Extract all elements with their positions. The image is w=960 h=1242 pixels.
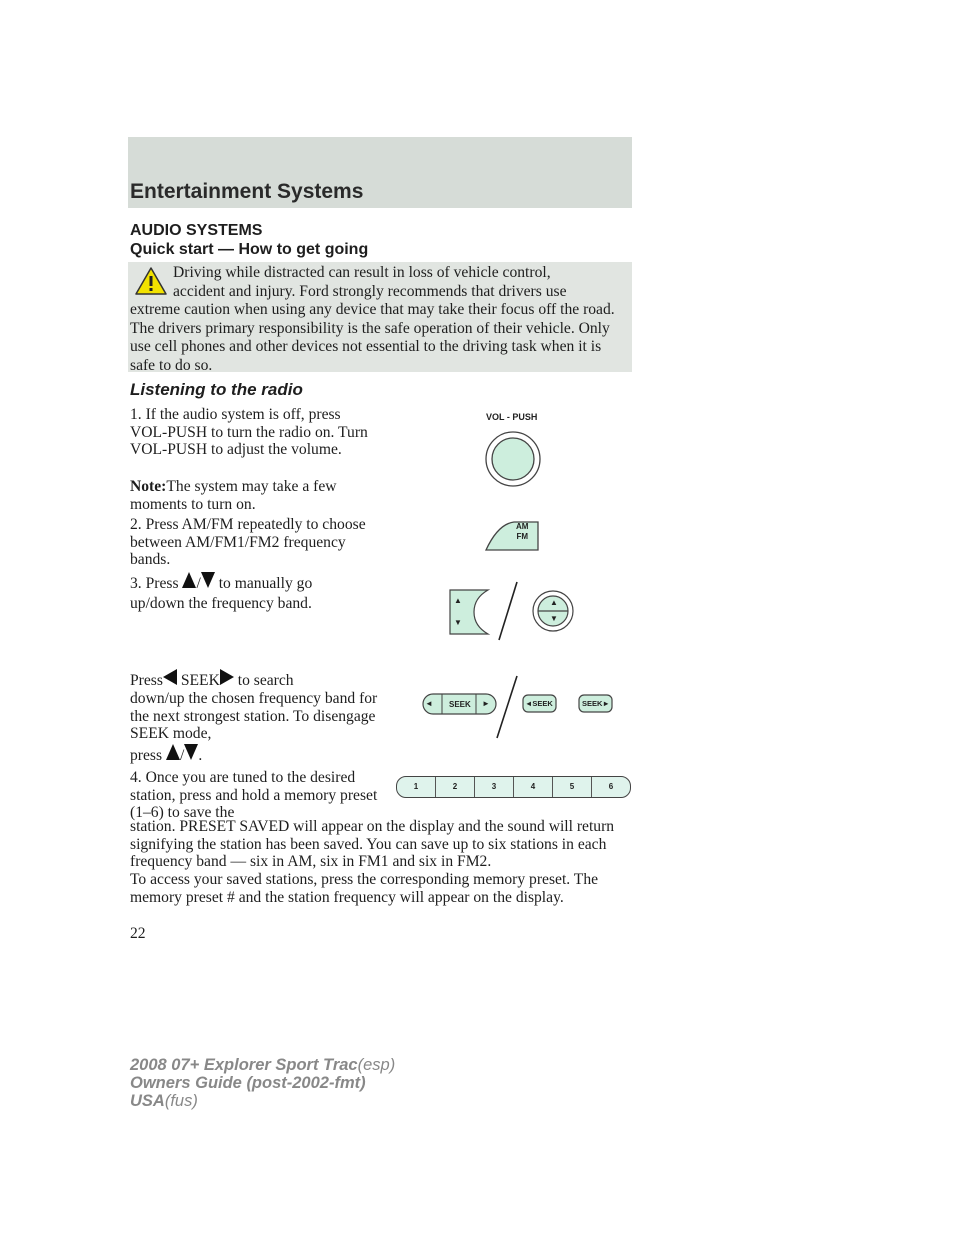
note-label: Note:	[130, 478, 167, 495]
note-text: The system may take a few moments to turn on.	[130, 478, 337, 513]
seek-line-3-post: .	[198, 747, 203, 764]
preset-button-1[interactable]: 1	[413, 782, 419, 791]
tune-up-arrow-right: ▲	[550, 598, 558, 607]
footer-market-code: (fus)	[164, 1092, 198, 1110]
fm-label: FM	[516, 532, 528, 541]
section-title: Entertainment Systems	[130, 180, 364, 203]
vol-push-label: VOL - PUSH	[486, 412, 538, 422]
footer	[130, 1056, 395, 1110]
down-triangle-icon	[184, 744, 198, 760]
preset-button-4[interactable]: 4	[513, 777, 552, 797]
tune-dial-right[interactable]	[532, 590, 574, 632]
step-5: To access your saved stations, press the corresponding memory preset. The memory preset # and the station frequency will appear on the display.	[130, 871, 599, 906]
heading-listening: Listening to the radio	[130, 380, 303, 399]
preset-button-5[interactable]: 5	[552, 777, 591, 797]
seek-label: SEEK	[449, 700, 471, 709]
tune-down-arrow-left: ▼	[454, 618, 462, 627]
step-3-pre: 3. Press	[130, 575, 179, 592]
warning-text	[130, 264, 630, 376]
step-3	[130, 572, 390, 593]
preset-button-2[interactable]: 2	[435, 777, 474, 797]
footer-guide: Owners Guide (post-2002-fmt)	[130, 1074, 366, 1092]
seek-right-arrow: ►	[482, 699, 490, 708]
step-3-line-2: up/down the frequency band.	[130, 595, 312, 612]
seek-line-3	[130, 744, 390, 765]
seek-down-label: ◄SEEK	[525, 699, 553, 708]
warning-line-2: accident and injury. Ford strongly recommends that drivers use	[173, 282, 567, 300]
seek-line-3-pre: press	[130, 747, 163, 764]
seek-word: SEEK	[180, 672, 220, 689]
footer-market: USA	[130, 1092, 165, 1110]
page-number: 22	[130, 925, 146, 942]
am-fm-button[interactable]	[484, 518, 542, 552]
seek-instruction	[130, 669, 390, 690]
seek-left-arrow: ◄	[425, 699, 433, 708]
vol-push-knob[interactable]	[484, 430, 542, 488]
divider-line	[494, 674, 520, 740]
down-triangle-icon	[201, 572, 215, 588]
step-4-continued: station. PRESET SAVED will appear on the display and the sound will return signifying the station has been saved. You can save up to six stations in each frequency band — six in AM, six in FM1 and six in FM2.	[130, 818, 615, 870]
right-triangle-icon	[220, 669, 234, 685]
preset-button-3[interactable]: 3	[474, 777, 513, 797]
footer-model-code: (esp)	[357, 1056, 396, 1074]
memory-preset-bar	[396, 776, 631, 798]
am-fm-label	[516, 522, 528, 542]
up-triangle-icon	[182, 572, 196, 588]
footer-model: 2008 07+ Explorer Sport Trac	[130, 1056, 358, 1074]
am-label: AM	[516, 522, 529, 531]
seek-pre: Press	[130, 672, 163, 689]
tune-up-arrow-left: ▲	[454, 596, 462, 605]
step-2: 2. Press AM/FM repeatedly to choose between AM/FM1/FM2 frequency bands.	[130, 516, 366, 568]
up-triangle-icon	[166, 744, 180, 760]
seek-post: to search	[237, 672, 294, 689]
step-3-slash: /	[196, 575, 201, 592]
heading-audio-systems: AUDIO SYSTEMS	[130, 222, 263, 239]
seek-up-label: SEEK►	[582, 699, 610, 708]
warning-line-1: Driving while distracted can result in loss of vehicle control,	[173, 264, 551, 281]
divider-line	[496, 580, 520, 642]
tune-down-arrow-right: ▼	[550, 614, 558, 623]
preset-button-6[interactable]: 6	[591, 777, 630, 797]
seek-line-2: down/up the chosen frequency band for the next strongest station. To disengage SEEK mode,	[130, 690, 378, 742]
heading-quick-start: Quick start — How to get going	[130, 241, 369, 258]
step-4: 4. Once you are tuned to the desired station, press and hold a memory preset (1–6) to save the	[130, 769, 378, 821]
step-3-post: to manually go	[218, 575, 313, 592]
warning-rest: extreme caution when using any device that may take their focus off the road. The drivers primary responsibility is the safe operation of their vehicle. Only use cell phones and other devices not essential to the driving task when it is safe to do so.	[130, 301, 615, 374]
left-triangle-icon	[163, 669, 177, 685]
seek-line-3-slash: /	[179, 747, 185, 764]
note	[130, 478, 380, 513]
step-1: 1. If the audio system is off, press VOL-PUSH to turn the radio on. Turn VOL-PUSH to adjust the volume.	[130, 406, 368, 458]
